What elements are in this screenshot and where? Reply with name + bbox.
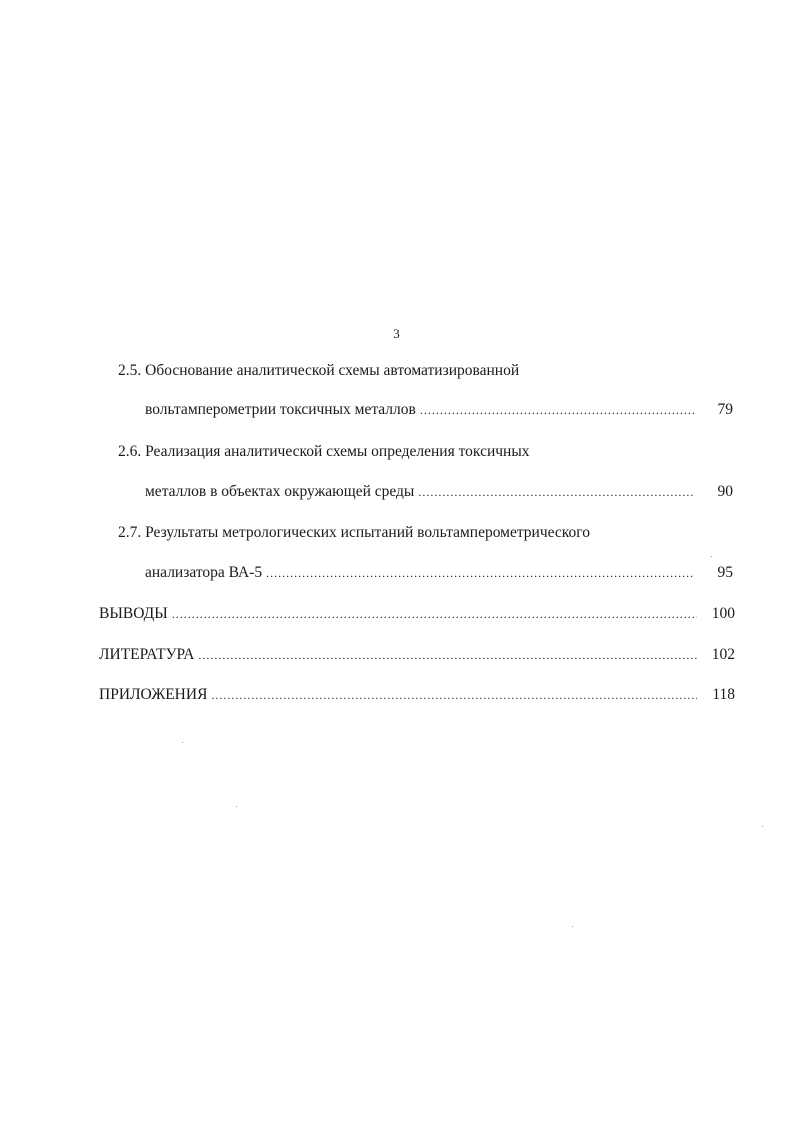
dot-leader — [266, 562, 695, 584]
toc-entry-label: вольтамперометрии токсичных металлов — [145, 401, 416, 418]
toc-heading-2-5: 2.5. Обоснование аналитической схемы автоматизированной — [118, 362, 520, 379]
toc-entry-2-6 — [145, 481, 733, 503]
dot-leader — [211, 684, 697, 706]
dot-leader — [198, 644, 697, 666]
toc-page-number: 90 — [717, 483, 733, 500]
toc-entry-2-5 — [145, 399, 733, 421]
toc-entry-2-7 — [145, 562, 733, 584]
scan-speck — [182, 742, 183, 743]
toc-entry-label: анализатора ВА-5 — [145, 564, 263, 581]
dot-leader — [420, 399, 695, 421]
toc-page-number: 95 — [717, 564, 733, 581]
scan-speck — [762, 826, 763, 827]
toc-entry-appendices — [99, 684, 735, 706]
toc-entry-label: ВЫВОДЫ — [99, 605, 168, 622]
toc-page-number: 100 — [711, 605, 735, 622]
toc-entry-literature — [99, 644, 735, 666]
toc-page-number: 102 — [711, 646, 735, 663]
page-number: 3 — [393, 326, 400, 341]
toc-heading-2-6: 2.6. Реализация аналитической схемы определения токсичных — [118, 443, 530, 460]
scan-speck — [711, 556, 712, 557]
toc-heading-2-7: 2.7. Результаты метрологических испытаний вольтамперометрического — [118, 524, 591, 541]
scan-speck — [572, 926, 573, 927]
toc-entry-label: ПРИЛОЖЕНИЯ — [99, 686, 208, 703]
toc-page-number: 79 — [717, 401, 733, 418]
dot-leader — [418, 481, 695, 503]
dot-leader — [172, 603, 697, 625]
toc-entry-conclusions — [99, 603, 735, 625]
scan-speck — [236, 806, 237, 807]
toc-page-number: 118 — [712, 686, 735, 703]
toc-entry-label: ЛИТЕРАТУРА — [99, 646, 195, 663]
toc-entry-label: металлов в объектах окружающей среды — [145, 483, 415, 500]
